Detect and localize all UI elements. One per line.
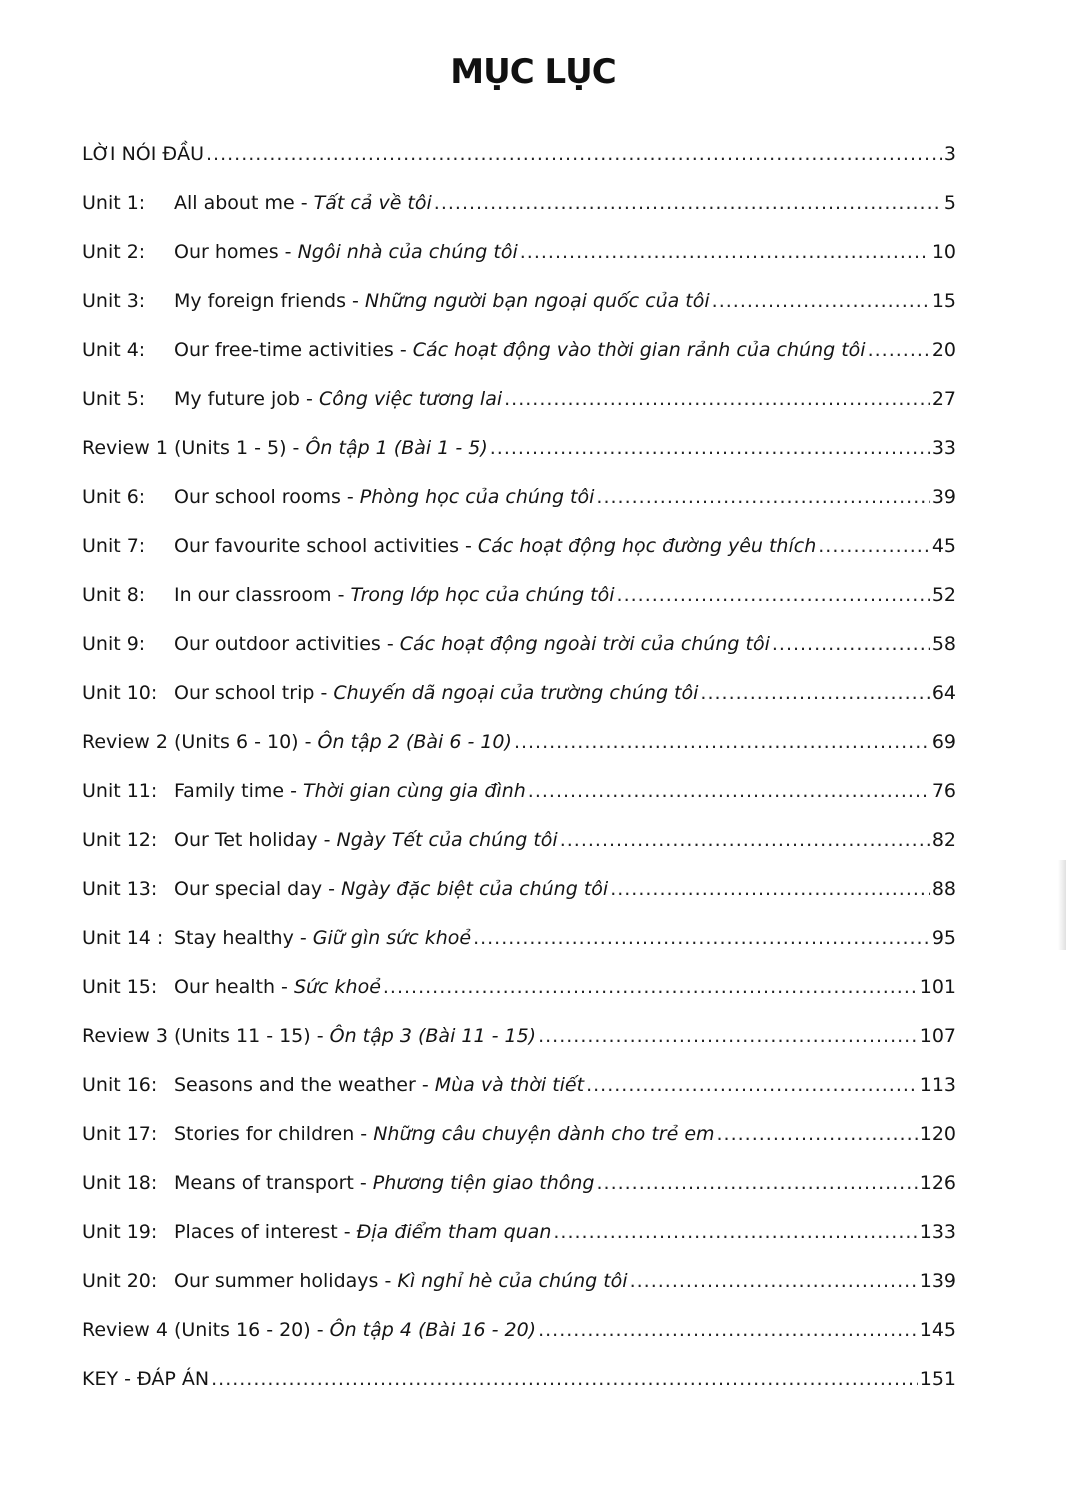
dot-leader (700, 684, 929, 703)
toc-entry-label: Unit 14 : (82, 927, 164, 949)
toc-entry-title-vi: Chuyến dã ngoại của trường chúng tôi (333, 682, 699, 704)
toc-entry-title-vi: Trong lớp học của chúng tôi (350, 584, 615, 606)
toc-entry-title-en: Places of interest (174, 1221, 338, 1243)
dot-leader (538, 1027, 918, 1046)
toc-entry-title-vi: Ôn tập 1 (Bài 1 - 5) (305, 437, 488, 459)
toc-entry-page-number: 126 (919, 1172, 956, 1194)
toc-entry (82, 375, 956, 424)
toc-entry-title-en: Our summer holidays (174, 1270, 379, 1292)
toc-entry-title-vi: Sức khoẻ (293, 976, 381, 998)
dot-leader (538, 1321, 918, 1340)
toc-entry-separator: - (458, 535, 478, 557)
toc-entry (82, 277, 956, 326)
toc-entry-label: Unit 9: (82, 633, 146, 655)
toc-entry-title-vi: Ngày Tết của chúng tôi (336, 829, 558, 851)
toc-entry-separator: - (378, 1270, 398, 1292)
toc-entry-label: Unit 5: (82, 388, 146, 410)
toc-entry (82, 1355, 956, 1404)
toc-entry-title-vi: Mùa và thời tiết (434, 1074, 585, 1096)
toc-entry-page-number: 120 (919, 1123, 956, 1145)
toc-entry-title-vi: Ôn tập 3 (Bài 11 - 15) (329, 1025, 537, 1047)
toc-entry (82, 816, 956, 865)
toc-entry-label: Unit 4: (82, 339, 146, 361)
toc-entry-label: KEY - ĐÁP ÁN (82, 1368, 210, 1390)
dot-leader (504, 390, 930, 409)
toc-entry-page-number: 20 (931, 339, 956, 361)
toc-entry-label: Unit 16: (82, 1074, 158, 1096)
toc-entry-title-vi: Ôn tập 2 (Bài 6 - 10) (317, 731, 512, 753)
dot-leader (528, 782, 930, 801)
toc-entry-separator: - (353, 1172, 373, 1194)
toc-entry-separator: - (331, 584, 351, 606)
dot-leader (553, 1223, 917, 1242)
toc-entry-title-vi: Kì nghỉ hè của chúng tôi (397, 1270, 628, 1292)
toc-entry-page-number: 52 (931, 584, 956, 606)
toc-entry-page-number: 88 (931, 878, 956, 900)
toc-entry-title-vi: Ngôi nhà của chúng tôi (297, 241, 518, 263)
dot-leader (610, 880, 930, 899)
toc-entry-label: Review 2 (Units 6 - 10) (82, 731, 299, 753)
toc-entry-label: Review 4 (Units 16 - 20) (82, 1319, 311, 1341)
dot-leader (596, 488, 929, 507)
toc-entry-title-en: Our special day (174, 878, 323, 900)
toc-entry-separator: - (354, 1123, 374, 1145)
dot-leader (490, 439, 930, 458)
toc-entry-separator: - (310, 1319, 330, 1341)
toc-entry-title-vi: Tất cả về tôi (313, 192, 432, 214)
dot-leader (211, 1370, 918, 1389)
page-title: MỤC LỤC (450, 52, 616, 92)
toc-entry-separator: - (393, 339, 413, 361)
toc-entry-title-en: Stay healthy (174, 927, 294, 949)
toc-entry-label: Unit 6: (82, 486, 146, 508)
toc-entry (82, 1159, 956, 1208)
toc-entry-separator: - (284, 780, 304, 802)
toc-entry (82, 1110, 956, 1159)
toc-entry-title-en: Seasons and the weather (174, 1074, 416, 1096)
toc-entry-label: Review 1 (Units 1 - 5) (82, 437, 287, 459)
toc-entry-separator: - (317, 829, 337, 851)
dot-leader (206, 145, 942, 164)
toc-entry-label: Unit 20: (82, 1270, 158, 1292)
dot-leader (434, 194, 942, 213)
toc-entry-label: Review 3 (Units 11 - 15) (82, 1025, 311, 1047)
toc-entry (82, 228, 956, 277)
toc-entry-label: Unit 10: (82, 682, 158, 704)
toc-entry-title-vi: Những người bạn ngoại quốc của tôi (364, 290, 710, 312)
toc-entry-page-number: 139 (919, 1270, 956, 1292)
dot-leader (630, 1272, 918, 1291)
toc-entry-label: Unit 7: (82, 535, 146, 557)
toc-entry-page-number: 10 (931, 241, 956, 263)
toc-entry (82, 865, 956, 914)
toc-entry-label: LỜI NÓI ĐẦU (82, 143, 205, 165)
toc-entry-label: Unit 3: (82, 290, 146, 312)
toc-entry-title-vi: Các hoạt động ngoài trời của chúng tôi (399, 633, 770, 655)
toc-entry-separator: - (310, 1025, 330, 1047)
toc-entry-title-en: My foreign friends (174, 290, 346, 312)
toc-entry-label: Unit 12: (82, 829, 158, 851)
toc-entry-title-vi: Ngày đặc biệt của chúng tôi (341, 878, 609, 900)
toc-entry-label: Unit 8: (82, 584, 146, 606)
dot-leader (560, 831, 930, 850)
toc-entry (82, 718, 956, 767)
dot-leader (596, 1174, 917, 1193)
toc-entry (82, 326, 956, 375)
toc-entry-page-number: 145 (919, 1319, 956, 1341)
dot-leader (712, 292, 930, 311)
toc-entry (82, 914, 956, 963)
toc-entry-page-number: 15 (931, 290, 956, 312)
toc-entry (82, 571, 956, 620)
dot-leader (520, 243, 930, 262)
toc-entry (82, 473, 956, 522)
toc-entry (82, 1208, 956, 1257)
toc-entry-title-en: In our classroom (174, 584, 332, 606)
toc-entry-label: Unit 15: (82, 976, 158, 998)
toc-entry-separator: - (415, 1074, 435, 1096)
toc-entry-title-vi: Các hoạt động vào thời gian rảnh của chúng tôi (412, 339, 866, 361)
toc-entry-label: Unit 19: (82, 1221, 158, 1243)
dot-leader (514, 733, 930, 752)
toc-entry-page-number: 101 (919, 976, 956, 998)
toc-entry-separator: - (298, 731, 318, 753)
dot-leader (617, 586, 930, 605)
toc-entry-page-number: 33 (931, 437, 956, 459)
toc-entry-title-vi: Các hoạt động học đường yêu thích (477, 535, 817, 557)
toc-entry-title-en: My future job (174, 388, 300, 410)
toc-entry-separator: - (337, 1221, 357, 1243)
toc-entry-title-en: Family time (174, 780, 285, 802)
toc-entry-page-number: 64 (931, 682, 956, 704)
toc-entry (82, 424, 956, 473)
toc-entry-label: Unit 2: (82, 241, 146, 263)
toc-entry-separator: - (380, 633, 400, 655)
toc-entry-separator: - (275, 976, 294, 998)
toc-entry-label: Unit 11: (82, 780, 158, 802)
toc-entry-page-number: 151 (919, 1368, 956, 1390)
toc-entry-separator: - (286, 437, 306, 459)
toc-entry (82, 1012, 956, 1061)
toc-entry-title-en: Our school rooms (174, 486, 341, 508)
toc-entry-separator: - (345, 290, 365, 312)
toc-entry-page-number: 113 (919, 1074, 956, 1096)
dot-leader (473, 929, 930, 948)
toc-entry (82, 767, 956, 816)
toc-entry-page-number: 95 (931, 927, 956, 949)
toc-entry-separator: - (294, 192, 314, 214)
toc-entry-page-number: 107 (919, 1025, 956, 1047)
toc-entry-title-vi: Thời gian cùng gia đình (303, 780, 526, 802)
toc-entry (82, 522, 956, 571)
toc-entry-page-number: 5 (943, 192, 956, 214)
toc-entry-title-en: Our homes (174, 241, 279, 263)
toc-entry-separator: - (314, 682, 334, 704)
toc-entry-page-number: 3 (943, 143, 956, 165)
toc-entry (82, 1257, 956, 1306)
toc-entry-separator: - (278, 241, 298, 263)
toc-entry-label: Unit 18: (82, 1172, 158, 1194)
toc-entry-title-en: Our Tet holiday (174, 829, 318, 851)
toc-entry-page-number: 82 (931, 829, 956, 851)
toc-entry-page-number: 27 (931, 388, 956, 410)
toc-entry-title-en: Our favourite school activities (174, 535, 459, 557)
toc-entry-title-vi: Phương tiện giao thông (372, 1172, 595, 1194)
toc-entry-separator: - (300, 388, 319, 410)
dot-leader (717, 1125, 918, 1144)
toc-entry-page-number: 76 (931, 780, 956, 802)
toc-entry-label: Unit 1: (82, 192, 146, 214)
toc-entry-page-number: 69 (931, 731, 956, 753)
toc-entry-title-en: Means of transport (174, 1172, 354, 1194)
toc-entry-title-en: All about me (174, 192, 295, 214)
toc-entry-title-vi: Địa điểm tham quan (356, 1221, 552, 1243)
toc-entry (82, 669, 956, 718)
toc-entry-separator: - (340, 486, 360, 508)
toc-entry-title-vi: Giữ gìn sức khoẻ (312, 927, 472, 949)
toc-entry-title-vi: Công việc tương lai (318, 388, 503, 410)
dot-leader (772, 635, 930, 654)
dot-leader (818, 537, 930, 556)
toc-entry (82, 963, 956, 1012)
dot-leader (383, 978, 918, 997)
toc-entry-separator: - (322, 878, 342, 900)
toc-entry-label: Unit 17: (82, 1123, 158, 1145)
toc-entry (82, 620, 956, 669)
toc-entry-title-vi: Ôn tập 4 (Bài 16 - 20) (329, 1319, 537, 1341)
toc-entry-title-en: Our outdoor activities (174, 633, 381, 655)
toc-entry-title-vi: Những câu chuyện dành cho trẻ em (373, 1123, 715, 1145)
toc-entry-title-en: Our school trip (174, 682, 315, 704)
dot-leader (586, 1076, 918, 1095)
toc-entry-title-vi: Phòng học của chúng tôi (359, 486, 595, 508)
toc-entry (82, 1306, 956, 1355)
toc-entry-title-en: Stories for children (174, 1123, 355, 1145)
toc-entry-page-number: 133 (919, 1221, 956, 1243)
page-edge-shadow (1058, 860, 1066, 950)
toc-entry-page-number: 58 (931, 633, 956, 655)
toc-entry (82, 130, 956, 179)
dot-leader (868, 341, 930, 360)
toc-entry-page-number: 45 (931, 535, 956, 557)
toc-entry-label: Unit 13: (82, 878, 158, 900)
toc-entry-title-en: Our health (174, 976, 275, 998)
toc-entry (82, 1061, 956, 1110)
toc-entry-title-en: Our free-time activities (174, 339, 394, 361)
toc-entry-separator: - (293, 927, 313, 949)
toc-entry-page-number: 39 (931, 486, 956, 508)
table-of-contents (82, 130, 956, 1404)
toc-entry (82, 179, 956, 228)
